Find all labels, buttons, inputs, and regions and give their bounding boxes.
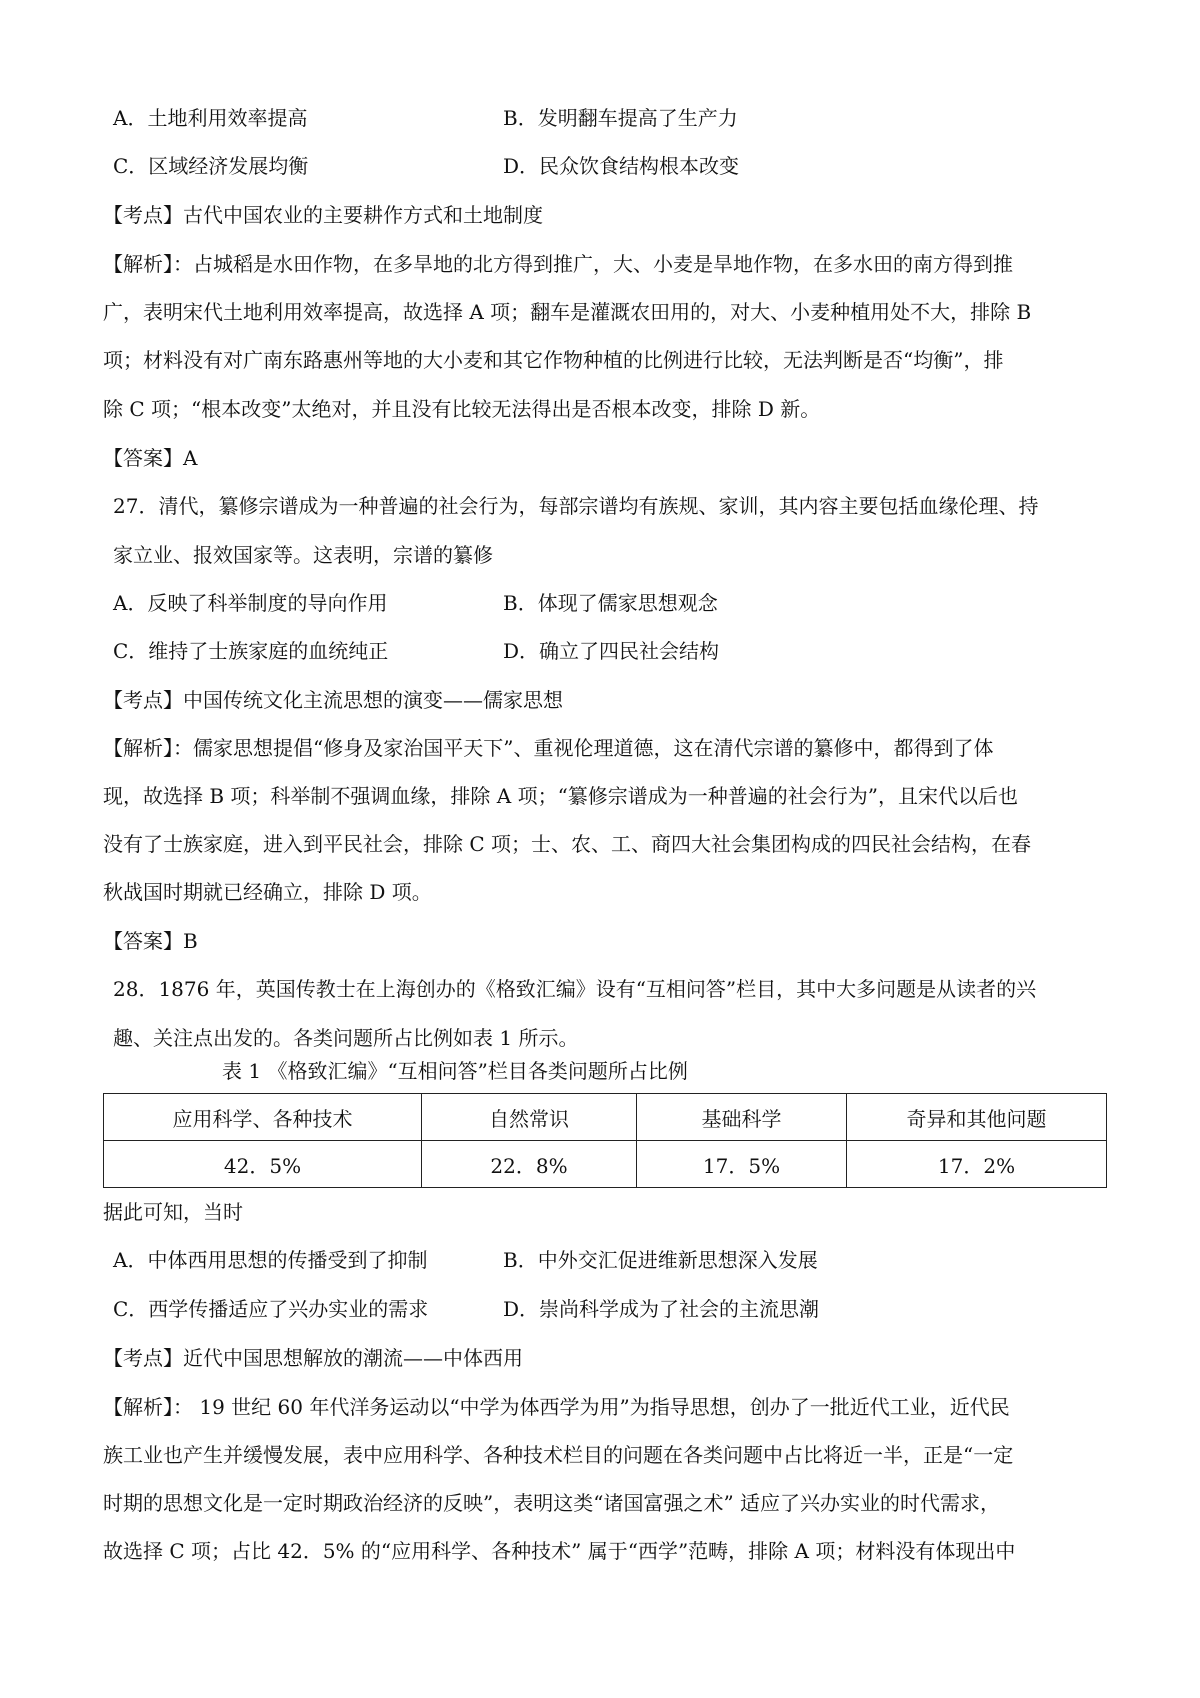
q26-option-b: B．发明翻车提高了生产力 [503, 106, 738, 130]
table-header-cell: 基础科学 [637, 1094, 847, 1141]
q28-after-table: 据此可知，当时 [103, 1200, 243, 1224]
q26-jiexi-line-3: 项；材料没有对广南东路惠州等地的大小麦和其它作物种植的比例进行比较，无法判断是否“均衡”，排 [103, 348, 1004, 372]
q27-jiexi-line-4: 秋战国时期就已经确立，排除 D 项。 [103, 880, 432, 904]
q26-option-c: C．区域经济发展均衡 [113, 154, 309, 178]
q27-jiexi-line-3: 没有了士族家庭，进入到平民社会，排除 C 项；士、农、工、商四大社会集团构成的四民社会结构，在春 [103, 832, 1032, 856]
q27-option-d: D．确立了四民社会结构 [503, 639, 720, 663]
q26-option-d: D．民众饮食结构根本改变 [503, 154, 740, 178]
q28-kaodian: 【考点】近代中国思想解放的潮流——中体西用 [103, 1346, 523, 1370]
table-cell: 17．5% [637, 1141, 847, 1188]
q26-jiexi-line-4: 除 C 项；“根本改变”太绝对，并且没有比较无法得出是否根本改变，排除 D 新。 [103, 397, 821, 421]
q26-jiexi-line-1: 【解析】：占城稻是水田作物，在多旱地的北方得到推广，大、小麦是旱地作物，在多水田的南方得到推 [103, 252, 1013, 276]
q27-option-c: C．维持了士族家庭的血统纯正 [113, 639, 389, 663]
q27-stem-line-2: 家立业、报效国家等。这表明，宗谱的纂修 [113, 543, 493, 567]
table-header-cell: 自然常识 [422, 1094, 637, 1141]
q28-jiexi-line-2: 族工业也产生并缓慢发展，表中应用科学、各种技术栏目的问题在各类问题中占比将近一半，正是“一定 [103, 1443, 1014, 1467]
q26-answer: 【答案】A [103, 446, 198, 470]
q27-kaodian: 【考点】中国传统文化主流思想的演变——儒家思想 [103, 688, 563, 712]
q27-stem-line-1: 27．清代，纂修宗谱成为一种普遍的社会行为，每部宗谱均有族规、家训，其内容主要包括血缘伦理、持 [113, 494, 1039, 518]
table-header-row [104, 1094, 1107, 1141]
q28-stem-line-2: 趣、关注点出发的。各类问题所占比例如表 1 所示。 [113, 1026, 579, 1050]
q28-option-d: D．崇尚科学成为了社会的主流思潮 [503, 1297, 820, 1321]
q26-jiexi-line-2: 广，表明宋代土地利用效率提高，故选择 A 项；翻车是灌溉农田用的，对大、小麦种植用处不大，排除 B [103, 300, 1032, 324]
table-cell: 42．5% [104, 1141, 422, 1188]
q27-option-b: B．体现了儒家思想观念 [503, 591, 718, 615]
q26-kaodian: 【考点】古代中国农业的主要耕作方式和土地制度 [103, 203, 543, 227]
table-header-cell: 应用科学、各种技术 [104, 1094, 422, 1141]
q27-option-a: A．反映了科举制度的导向作用 [113, 591, 388, 615]
q28-table-caption: 表 1 《格致汇编》“互相问答”栏目各类问题所占比例 [222, 1059, 688, 1083]
q27-jiexi-line-2: 现，故选择 B 项；科举制不强调血缘，排除 A 项；“纂修宗谱成为一种普遍的社会行为”，且宋代以后也 [103, 784, 1019, 808]
q27-jiexi-line-1: 【解析】：儒家思想提倡“修身及家治国平天下”、重视伦理道德，这在清代宗谱的纂修中，都得到了体 [103, 736, 994, 760]
q27-answer: 【答案】B [103, 929, 198, 953]
q28-option-c: C．西学传播适应了兴办实业的需求 [113, 1297, 429, 1321]
q28-jiexi-line-1: 【解析】： 19 世纪 60 年代洋务运动以“中学为体西学为用”为指导思想，创办了一批近代工业，近代民 [103, 1395, 1010, 1419]
q28-option-a: A．中体西用思想的传播受到了抑制 [113, 1248, 428, 1272]
q28-option-b: B．中外交汇促进维新思想深入发展 [503, 1248, 818, 1272]
table-cell: 22．8% [422, 1141, 637, 1188]
q28-stem-line-1: 28．1876 年，英国传教士在上海创办的《格致汇编》设有“互相问答”栏目，其中大多问题是从读者的兴 [113, 977, 1037, 1001]
q28-proportion-table [103, 1093, 1107, 1188]
q28-jiexi-line-3: 时期的思想文化是一定时期政治经济的反映”，表明这类“诸国富强之术” 适应了兴办实业的时代需求， [103, 1491, 1001, 1515]
q26-option-a: A．土地利用效率提高 [113, 106, 308, 130]
table-cell: 17．2% [847, 1141, 1107, 1188]
q28-jiexi-line-4: 故选择 C 项；占比 42．5% 的“应用科学、各种技术” 属于“西学”范畴，排除 A 项；材料没有体现出中 [103, 1539, 1016, 1563]
table-row [104, 1141, 1107, 1188]
table-header-cell: 奇异和其他问题 [847, 1094, 1107, 1141]
